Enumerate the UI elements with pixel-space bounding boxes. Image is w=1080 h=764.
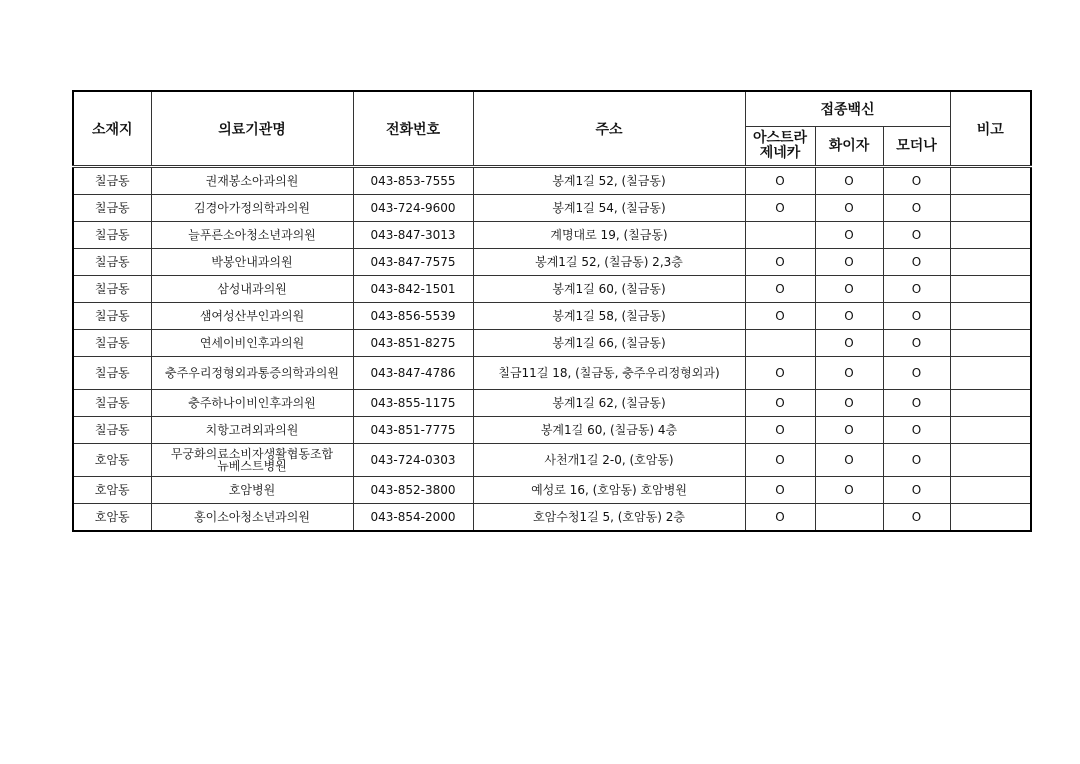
cell-phone: 043-856-5539 <box>353 303 473 330</box>
cell-pfizer: O <box>815 249 883 276</box>
cell-location: 칠금동 <box>73 357 151 390</box>
vaccination-clinic-table <box>72 90 1032 532</box>
header-row <box>73 91 1031 127</box>
header-remarks: 비고 <box>950 91 1031 167</box>
cell-address: 봉계1길 54, (칠금동) <box>473 195 745 222</box>
cell-address: 봉계1길 52, (칠금동) <box>473 167 745 195</box>
cell-facility: 김경아가정의학과의원 <box>151 195 353 222</box>
cell-pfizer <box>815 504 883 532</box>
cell-pfizer: O <box>815 303 883 330</box>
header-vaccine-group: 접종백신 <box>745 91 950 127</box>
cell-location: 칠금동 <box>73 330 151 357</box>
cell-phone: 043-724-9600 <box>353 195 473 222</box>
cell-astrazeneca <box>745 222 815 249</box>
cell-pfizer: O <box>815 222 883 249</box>
cell-phone: 043-852-3800 <box>353 477 473 504</box>
cell-location: 칠금동 <box>73 276 151 303</box>
cell-address: 예성로 16, (호암동) 호암병원 <box>473 477 745 504</box>
table-row <box>73 504 1031 532</box>
cell-address: 봉계1길 60, (칠금동) <box>473 276 745 303</box>
cell-remarks <box>950 444 1031 477</box>
cell-pfizer: O <box>815 330 883 357</box>
cell-facility: 박봉안내과의원 <box>151 249 353 276</box>
cell-address: 봉계1길 66, (칠금동) <box>473 330 745 357</box>
cell-moderna: O <box>883 477 950 504</box>
cell-phone: 043-854-2000 <box>353 504 473 532</box>
cell-phone: 043-847-4786 <box>353 357 473 390</box>
cell-facility: 연세이비인후과의원 <box>151 330 353 357</box>
cell-remarks <box>950 330 1031 357</box>
cell-location: 호암동 <box>73 504 151 532</box>
cell-moderna: O <box>883 330 950 357</box>
cell-facility: 치항고려외과의원 <box>151 417 353 444</box>
cell-location: 칠금동 <box>73 303 151 330</box>
table-row <box>73 249 1031 276</box>
cell-moderna: O <box>883 417 950 444</box>
cell-address: 봉계1길 58, (칠금동) <box>473 303 745 330</box>
cell-remarks <box>950 477 1031 504</box>
cell-phone: 043-851-7775 <box>353 417 473 444</box>
cell-remarks <box>950 390 1031 417</box>
cell-address: 봉계1길 62, (칠금동) <box>473 390 745 417</box>
cell-facility: 권재봉소아과의원 <box>151 167 353 195</box>
table-row <box>73 417 1031 444</box>
cell-astrazeneca: O <box>745 390 815 417</box>
table-row <box>73 195 1031 222</box>
cell-phone: 043-847-3013 <box>353 222 473 249</box>
table-row <box>73 330 1031 357</box>
cell-astrazeneca: O <box>745 249 815 276</box>
cell-facility: 샘여성산부인과의원 <box>151 303 353 330</box>
cell-pfizer: O <box>815 390 883 417</box>
header-location: 소재지 <box>73 91 151 167</box>
cell-phone: 043-724-0303 <box>353 444 473 477</box>
cell-astrazeneca: O <box>745 195 815 222</box>
cell-moderna: O <box>883 303 950 330</box>
cell-astrazeneca: O <box>745 444 815 477</box>
cell-phone: 043-851-8275 <box>353 330 473 357</box>
cell-address: 사천개1길 2-0, (호암동) <box>473 444 745 477</box>
table-row <box>73 477 1031 504</box>
cell-pfizer: O <box>815 195 883 222</box>
cell-location: 칠금동 <box>73 167 151 195</box>
cell-astrazeneca: O <box>745 504 815 532</box>
cell-moderna: O <box>883 195 950 222</box>
cell-moderna: O <box>883 357 950 390</box>
cell-location: 호암동 <box>73 477 151 504</box>
table-row <box>73 222 1031 249</box>
cell-location: 칠금동 <box>73 195 151 222</box>
cell-remarks <box>950 504 1031 532</box>
cell-location: 칠금동 <box>73 249 151 276</box>
cell-remarks <box>950 249 1031 276</box>
cell-facility: 호암병원 <box>151 477 353 504</box>
cell-facility: 무궁화의료소비자생활협동조합 뉴베스트병원 <box>151 444 353 477</box>
table-row <box>73 167 1031 195</box>
header-pfizer: 화이자 <box>815 127 883 167</box>
cell-address: 봉계1길 52, (칠금동) 2,3층 <box>473 249 745 276</box>
cell-phone: 043-853-7555 <box>353 167 473 195</box>
cell-location: 칠금동 <box>73 390 151 417</box>
cell-address: 칠금11길 18, (칠금동, 충주우리정형외과) <box>473 357 745 390</box>
cell-phone: 043-855-1175 <box>353 390 473 417</box>
cell-astrazeneca <box>745 330 815 357</box>
cell-phone: 043-842-1501 <box>353 276 473 303</box>
cell-remarks <box>950 222 1031 249</box>
cell-facility: 충주우리정형외과통증의학과의원 <box>151 357 353 390</box>
cell-moderna: O <box>883 222 950 249</box>
cell-phone: 043-847-7575 <box>353 249 473 276</box>
cell-remarks <box>950 417 1031 444</box>
header-address: 주소 <box>473 91 745 167</box>
cell-facility: 늘푸른소아청소년과의원 <box>151 222 353 249</box>
cell-remarks <box>950 195 1031 222</box>
cell-moderna: O <box>883 167 950 195</box>
cell-remarks <box>950 303 1031 330</box>
table-row <box>73 390 1031 417</box>
cell-pfizer: O <box>815 417 883 444</box>
cell-address: 계명대로 19, (칠금동) <box>473 222 745 249</box>
cell-pfizer: O <box>815 477 883 504</box>
cell-moderna: O <box>883 504 950 532</box>
header-moderna: 모더나 <box>883 127 950 167</box>
cell-remarks <box>950 357 1031 390</box>
table-row <box>73 303 1031 330</box>
cell-astrazeneca: O <box>745 417 815 444</box>
cell-astrazeneca: O <box>745 357 815 390</box>
cell-remarks <box>950 167 1031 195</box>
cell-location: 칠금동 <box>73 417 151 444</box>
cell-location: 칠금동 <box>73 222 151 249</box>
table-row <box>73 357 1031 390</box>
cell-location: 호암동 <box>73 444 151 477</box>
cell-facility: 삼성내과의원 <box>151 276 353 303</box>
cell-astrazeneca: O <box>745 303 815 330</box>
header-facility: 의료기관명 <box>151 91 353 167</box>
table-row <box>73 276 1031 303</box>
cell-pfizer: O <box>815 444 883 477</box>
cell-facility: 홍이소아청소년과의원 <box>151 504 353 532</box>
cell-astrazeneca: O <box>745 167 815 195</box>
cell-facility: 충주하나이비인후과의원 <box>151 390 353 417</box>
cell-moderna: O <box>883 276 950 303</box>
cell-moderna: O <box>883 390 950 417</box>
cell-moderna: O <box>883 444 950 477</box>
table-body <box>73 167 1031 532</box>
cell-astrazeneca: O <box>745 477 815 504</box>
header-phone: 전화번호 <box>353 91 473 167</box>
cell-pfizer: O <box>815 276 883 303</box>
header-astrazeneca: 아스트라 제네카 <box>745 127 815 167</box>
cell-address: 호암수청1길 5, (호암동) 2층 <box>473 504 745 532</box>
cell-pfizer: O <box>815 357 883 390</box>
cell-astrazeneca: O <box>745 276 815 303</box>
cell-remarks <box>950 276 1031 303</box>
table-row <box>73 444 1031 477</box>
cell-address: 봉계1길 60, (칠금동) 4층 <box>473 417 745 444</box>
cell-moderna: O <box>883 249 950 276</box>
cell-pfizer: O <box>815 167 883 195</box>
